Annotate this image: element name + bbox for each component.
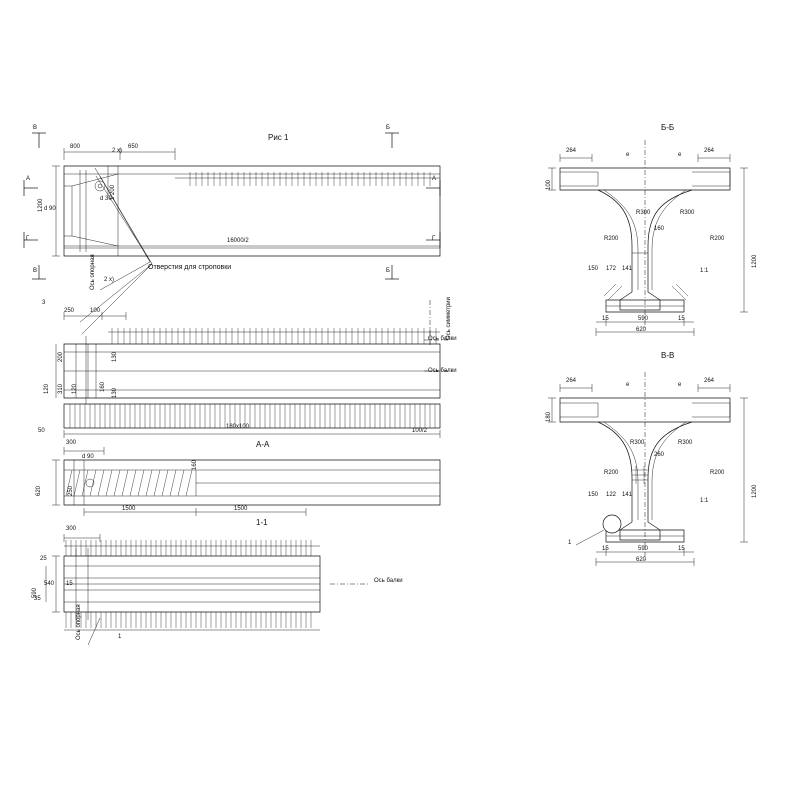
vv-dim-264-right: 264 bbox=[704, 378, 715, 384]
dim-1200b: 1 200 bbox=[110, 184, 116, 200]
vv-slope-1-1: 1:1 bbox=[700, 498, 709, 504]
vv-dim-180: 180 bbox=[546, 411, 552, 422]
section-aa-title: А-А bbox=[256, 440, 270, 449]
vv-mark-1: 1 bbox=[568, 540, 572, 546]
mark-b-bottom-left: В bbox=[33, 268, 38, 274]
bb-dim-150: 150 bbox=[588, 266, 599, 272]
aa-dim-1500b: 1500 bbox=[234, 506, 248, 512]
bb-dim-100: 100 bbox=[546, 179, 552, 190]
bb-r200-left: R200 bbox=[604, 236, 619, 242]
vv-dim-15-right: 15 bbox=[678, 546, 685, 552]
vv-dim-1200: 1200 bbox=[752, 484, 758, 498]
dim-160: 160 bbox=[100, 381, 106, 392]
dim-100-2: 100/2 bbox=[412, 428, 428, 434]
bb-dim-264-left: 264 bbox=[566, 148, 577, 154]
mark-g-right: Г bbox=[432, 236, 436, 242]
mark-a-right: А bbox=[432, 176, 437, 182]
bb-dim-590: 590 bbox=[638, 316, 649, 322]
vv-r200-left: R200 bbox=[604, 470, 619, 476]
vv-dim-260: 260 bbox=[654, 452, 665, 458]
aa-dim-1500a: 1500 bbox=[122, 506, 136, 512]
axis-sym-label: Ось симметрии bbox=[446, 297, 452, 340]
mark-bb-bottom-right: Б bbox=[386, 268, 390, 274]
vv-mark-e-right: e bbox=[678, 382, 682, 388]
bb-dim-1200: 1200 bbox=[752, 254, 758, 268]
vv-dim-590: 590 bbox=[638, 546, 649, 552]
dim-310: 310 bbox=[58, 383, 64, 394]
vv-dim-141: 141 bbox=[622, 492, 633, 498]
vv-dim-264-left: 264 bbox=[566, 378, 577, 384]
vv-dim-620: 620 bbox=[636, 557, 647, 563]
section-vv-title: В-В bbox=[661, 351, 675, 360]
vv-mark-e-left: e bbox=[626, 382, 630, 388]
bb-mark-e-right: e bbox=[678, 152, 682, 158]
dim-800: 800 bbox=[70, 144, 81, 150]
note-2x: 2 x) bbox=[112, 148, 123, 154]
dim-130b: 130 bbox=[112, 387, 118, 398]
bb-r300-left: R300 bbox=[636, 210, 651, 216]
vv-r300-left: R300 bbox=[630, 440, 645, 446]
dim-130: 130 bbox=[112, 351, 118, 362]
aa-dim-d90: d 90 bbox=[82, 454, 94, 460]
bb-dim-15-right: 15 bbox=[678, 316, 685, 322]
bb-r200-right: R200 bbox=[710, 236, 725, 242]
bb-dim-141: 141 bbox=[622, 266, 633, 272]
section-bb-title: Б-Б bbox=[661, 123, 675, 132]
s11-dim-590: 590 bbox=[32, 587, 38, 598]
aa-dim-160: 160 bbox=[192, 459, 198, 470]
mark-bb-top-right: Б bbox=[386, 125, 390, 131]
dim-50: 50 bbox=[38, 428, 45, 434]
bb-dim-264-right: 264 bbox=[704, 148, 715, 154]
vv-dim-122: 122 bbox=[606, 492, 617, 498]
axis-beam-label-1: Ось балки bbox=[428, 336, 457, 342]
mark-b-top-left: В bbox=[33, 125, 38, 131]
s11-dim-300: 300 bbox=[66, 526, 77, 532]
dim-200: 200 bbox=[58, 351, 64, 362]
bb-dim-160: 160 bbox=[654, 226, 665, 232]
axis-opora-top: Ось опорная bbox=[90, 254, 96, 290]
bb-slope-1-1: 1:1 bbox=[700, 268, 709, 274]
vv-dim-150: 150 bbox=[588, 492, 599, 498]
s11-axis-beam: Ось балки bbox=[374, 578, 403, 584]
dim-16000-2: 16000/2 bbox=[227, 238, 249, 244]
axis-beam-label-2: Ось балки bbox=[428, 368, 457, 374]
dim-180x100: 180x100 bbox=[226, 424, 250, 430]
aa-dim-250: 250 bbox=[68, 485, 74, 496]
bb-dim-620: 620 bbox=[636, 327, 647, 333]
dim-650: 650 bbox=[128, 144, 139, 150]
bb-mark-e-left: e bbox=[626, 152, 630, 158]
s11-dim-540: 540 bbox=[44, 581, 55, 587]
vv-r300-right: R300 bbox=[678, 440, 693, 446]
s11-mark-1: 1 bbox=[118, 634, 122, 640]
dim-250: 250 bbox=[64, 308, 75, 314]
bb-dim-15-left: 15 bbox=[602, 316, 609, 322]
vv-r200-right: R200 bbox=[710, 470, 725, 476]
mark-a-left: А bbox=[26, 176, 31, 182]
bb-r300-right: R300 bbox=[680, 210, 695, 216]
hole-note: Отверстия для строповки bbox=[148, 264, 232, 271]
dim-120: 120 bbox=[44, 383, 50, 394]
plan-view-title: Рис 1 bbox=[268, 133, 289, 142]
vv-dim-15-left: 15 bbox=[602, 546, 609, 552]
dim-d90: d 90 bbox=[44, 206, 56, 212]
dim-d30: d 30 bbox=[100, 196, 112, 202]
leader-2: 2 x) bbox=[104, 277, 115, 283]
dim-120b: 120 bbox=[72, 383, 78, 394]
mark-g-left: Г bbox=[26, 236, 30, 242]
s11-axis-opora: Ось опорная bbox=[76, 604, 82, 640]
s11-dim-15: 15 bbox=[66, 581, 73, 587]
section-11-title: 1-1 bbox=[256, 518, 268, 527]
aa-dim-300: 300 bbox=[66, 440, 77, 446]
aa-dim-620: 620 bbox=[36, 485, 42, 496]
dim-3: 3 bbox=[42, 300, 46, 306]
s11-dim-35: 35 bbox=[34, 596, 41, 602]
dim-100: 100 bbox=[90, 308, 101, 314]
bb-dim-172: 172 bbox=[606, 266, 617, 272]
dim-1200: 1200 bbox=[38, 198, 44, 212]
s11-dim-25: 25 bbox=[40, 556, 47, 562]
